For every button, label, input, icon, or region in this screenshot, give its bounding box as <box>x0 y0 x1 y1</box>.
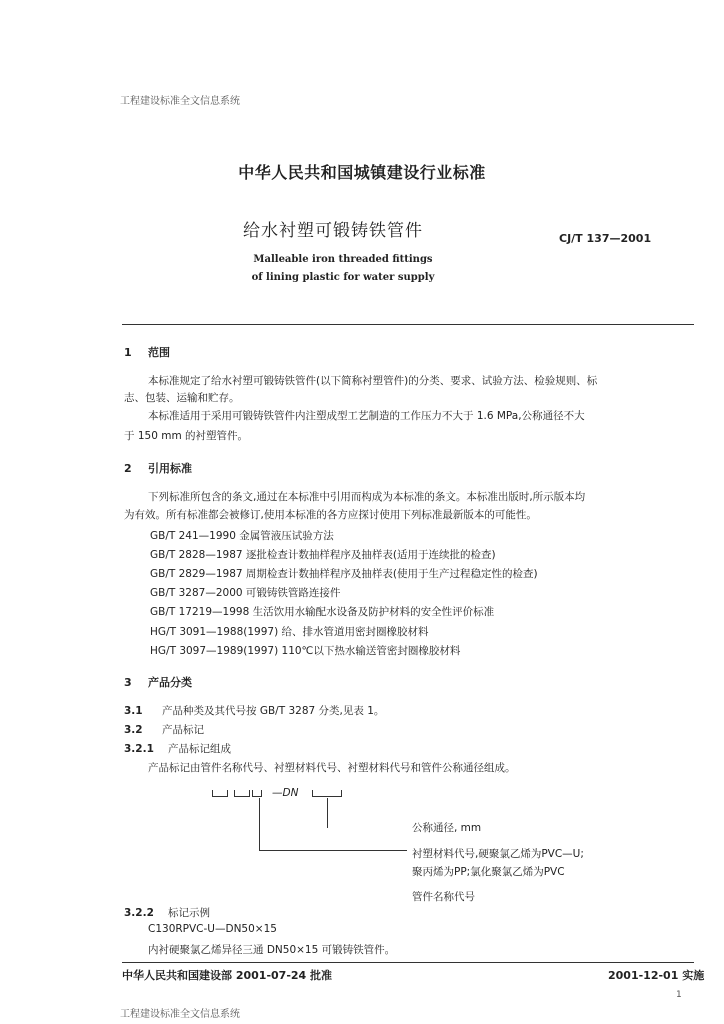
reference-item: HG/T 3091—1988(1997) 给、排水管道用密封圈橡胶材料 <box>150 626 429 638</box>
diagram-line-dn <box>327 798 328 828</box>
implementation-date: 2001-12-01 实施 <box>608 969 705 982</box>
organization-title: 中华人民共和国城镇建设行业标准 <box>238 163 486 182</box>
section-number: 3 <box>124 676 132 689</box>
clause-number: 3.2.2 <box>124 907 154 919</box>
section-2-heading <box>124 460 192 476</box>
reference-item: GB/T 3287—2000 可锻铸铁管路连接件 <box>150 587 341 599</box>
diagram-label-dn: 公称通径, mm <box>412 822 482 834</box>
reference-item: GB/T 2829—1987 周期检查计数抽样程序及抽样表(使用于生产过程稳定性的检查) <box>150 568 538 580</box>
diagram-dn-label: —DN <box>272 787 299 799</box>
marking-composition-text: 产品标记由管件名称代号、衬塑材料代号、衬塑材料代号和管件公称通径组成。 <box>148 762 516 774</box>
diagram-box-2 <box>234 790 250 797</box>
section-title: 产品分类 <box>148 676 192 689</box>
section-1-paragraph-1-cont: 志、包装、运输和贮存。 <box>124 392 240 404</box>
footer-system-name: 工程建设标准全文信息系统 <box>120 1009 240 1020</box>
header-system-name: 工程建设标准全文信息系统 <box>120 96 240 107</box>
section-number: 1 <box>124 346 132 359</box>
section-3-heading <box>124 674 192 690</box>
section-number: 2 <box>124 462 132 475</box>
example-code: C130RPVC-U—DN50×15 <box>148 923 277 935</box>
clause-3-1 <box>124 703 384 718</box>
diagram-box-1 <box>212 790 228 797</box>
clause-number: 3.2.1 <box>124 743 154 755</box>
approval-info: 中华人民共和国建设部 2001-07-24 批准 <box>122 969 333 982</box>
document-title-en-line1: Malleable iron threaded fittings <box>253 254 433 265</box>
clause-3-2-2 <box>124 905 210 920</box>
section-1-paragraph-1: 本标准规定了给水衬塑可锻铸铁管件(以下简称衬塑管件)的分类、要求、试验方法、检验规则、标 <box>148 375 598 387</box>
reference-item: GB/T 2828—1987 逐批检查计数抽样程序及抽样表(适用于连续批的检查) <box>150 549 496 561</box>
footer-divider <box>122 962 694 963</box>
reference-item: HG/T 3097—1989(1997) 110℃以下热水输送管密封圈橡胶材料 <box>150 645 461 657</box>
section-2-paragraph-cont: 为有效。所有标准都会被修订,使用本标准的各方应探讨使用下列标准最新版本的可能性。 <box>124 509 537 521</box>
diagram-line-mat <box>259 798 260 850</box>
diagram-box-3 <box>252 790 262 797</box>
clause-text: 产品标记组成 <box>168 743 231 755</box>
reference-item: GB/T 241—1990 金属管液压试验方法 <box>150 530 334 542</box>
clause-3-2-1 <box>124 741 231 756</box>
standard-code: CJ/T 137—2001 <box>559 232 652 245</box>
diagram-label-material-2: 聚丙烯为PP;氯化聚氯乙烯为PVC <box>412 866 565 878</box>
clause-text: 产品标记 <box>162 724 204 736</box>
diagram-label-material-1: 衬塑材料代号,硬聚氯乙烯为PVC—U; <box>412 848 584 860</box>
section-title: 范围 <box>148 346 170 359</box>
document-title-cn: 给水衬塑可锻铸铁管件 <box>243 221 423 241</box>
diagram-line-mat-h <box>259 850 407 851</box>
clause-3-2 <box>124 722 204 737</box>
diagram-label-name: 管件名称代号 <box>412 891 475 903</box>
section-2-paragraph: 下列标准所包含的条文,通过在本标准中引用而构成为本标准的条文。本标准出版时,所示版本均 <box>148 491 586 503</box>
clause-text: 产品种类及其代号按 GB/T 3287 分类,见表 1。 <box>162 705 385 717</box>
title-divider <box>122 324 694 325</box>
section-1-heading <box>124 344 170 360</box>
section-1-paragraph-2: 本标准适用于采用可锻铸铁管件内注塑成型工艺制造的工作压力不大于 1.6 MPa,公称通径不大 <box>148 410 585 422</box>
diagram-box-4 <box>312 790 342 797</box>
page-number: 1 <box>676 990 682 1000</box>
example-description: 内衬硬聚氯乙烯异径三通 DN50×15 可锻铸铁管件。 <box>148 944 396 956</box>
section-title: 引用标准 <box>148 462 192 475</box>
clause-number: 3.1 <box>124 705 143 717</box>
reference-item: GB/T 17219—1998 生活饮用水输配水设备及防护材料的安全性评价标准 <box>150 606 495 618</box>
clause-text: 标记示例 <box>168 907 210 919</box>
document-title-en-line2: of lining plastic for water supply <box>251 272 435 283</box>
clause-number: 3.2 <box>124 724 143 736</box>
section-1-paragraph-2-cont: 于 150 mm 的衬塑管件。 <box>124 430 249 442</box>
